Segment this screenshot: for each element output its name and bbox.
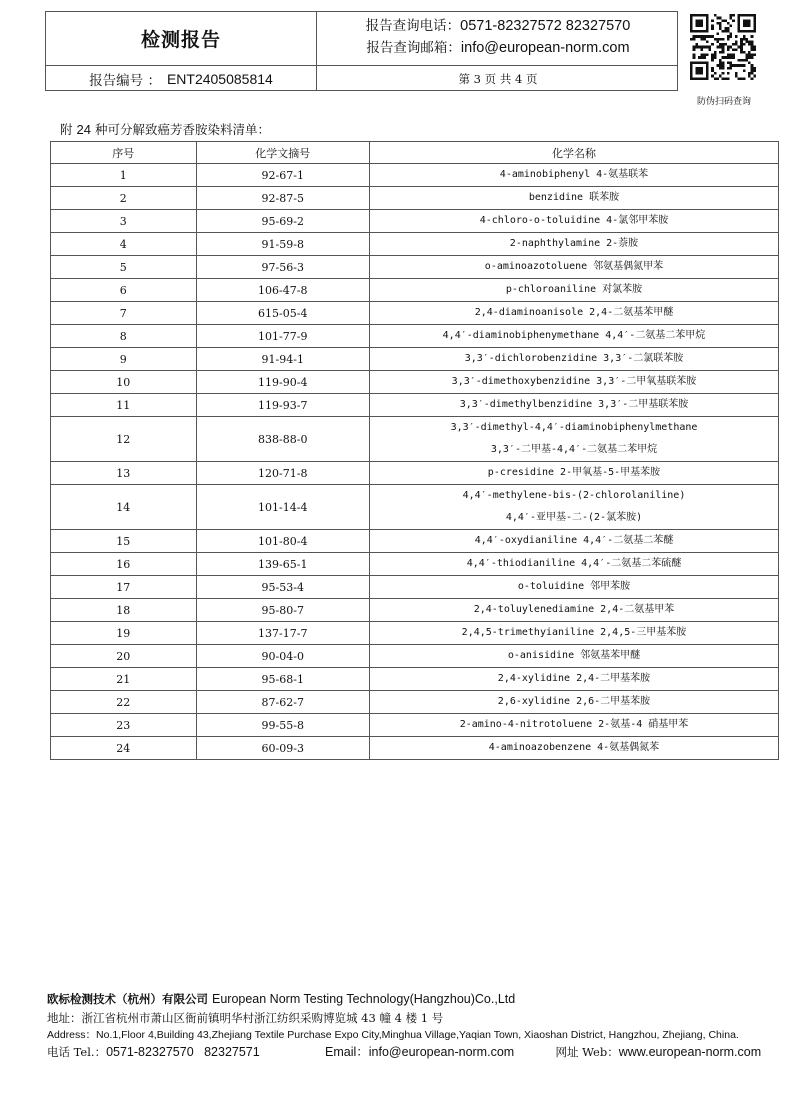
chemical-name-line: o-aminoazotoluene 邻氨基偶氮甲苯 — [484, 261, 664, 272]
row-number: 15 — [51, 530, 197, 553]
row-number: 8 — [51, 325, 197, 348]
chemical-name-line: o-toluidine 邻甲苯胺 — [517, 581, 631, 592]
row-number: 6 — [51, 279, 197, 302]
row-chemical-name — [369, 622, 778, 645]
row-chemical-name — [369, 553, 778, 576]
table-row — [51, 485, 779, 530]
row-cas: 97-56-3 — [196, 256, 369, 279]
table-row — [51, 394, 779, 417]
table-row — [51, 691, 779, 714]
row-chemical-name — [369, 279, 778, 302]
row-cas: 91-94-1 — [196, 348, 369, 371]
row-cas: 95-80-7 — [196, 599, 369, 622]
table-row — [51, 530, 779, 553]
table-row — [51, 645, 779, 668]
amine-table — [50, 141, 779, 760]
qr-code-icon[interactable] — [690, 14, 756, 80]
chemical-name-line: 4-aminoazobenzene 4-氨基偶氮苯 — [488, 742, 660, 753]
header-cas: 化学文摘号 — [196, 142, 369, 164]
row-number: 22 — [51, 691, 197, 714]
row-chemical-name — [369, 394, 778, 417]
table-row — [51, 553, 779, 576]
chemical-name-line: p-chloroaniline 对氯苯胺 — [505, 284, 643, 295]
row-cas: 101-14-4 — [196, 485, 369, 530]
row-chemical-name — [369, 371, 778, 394]
table-body — [51, 164, 779, 760]
row-chemical-name — [369, 576, 778, 599]
row-cas: 95-69-2 — [196, 210, 369, 233]
row-chemical-name — [369, 187, 778, 210]
table-row — [51, 325, 779, 348]
email-label: 报告查询邮箱： — [366, 40, 461, 56]
row-number: 17 — [51, 576, 197, 599]
table-row — [51, 462, 779, 485]
row-chemical-name — [369, 325, 778, 348]
report-number-value: ENT2405085814 — [166, 70, 273, 87]
chemical-name-line: 3,3′-二甲基-4,4′-二氨基二苯甲烷 — [490, 444, 658, 455]
row-cas: 95-53-4 — [196, 576, 369, 599]
email-value: info@european-norm.com — [460, 40, 630, 56]
row-chemical-name — [369, 462, 778, 485]
chemical-name-line: 2,4,5-trimethyianiline 2,4,5-三甲基苯胺 — [461, 627, 687, 638]
table-row — [51, 576, 779, 599]
table-row — [51, 417, 779, 462]
table-row — [51, 256, 779, 279]
row-number: 20 — [51, 645, 197, 668]
page-info: 第 3 页 共 4 页 — [458, 71, 538, 86]
row-cas: 106-47-8 — [196, 279, 369, 302]
caption-text: 种可分解致癌芳香胺染料清单： — [94, 122, 270, 137]
phone-value: 0571-82327572 82327570 — [460, 18, 631, 34]
row-chemical-name — [369, 530, 778, 553]
chemical-name-line: 3,3′-dichlorobenzidine 3,3′-二氯联苯胺 — [464, 353, 684, 364]
row-cas: 92-67-1 — [196, 164, 369, 187]
row-cas: 119-93-7 — [196, 394, 369, 417]
row-chemical-name — [369, 164, 778, 187]
row-number: 10 — [51, 371, 197, 394]
header-no: 序号 — [51, 142, 197, 164]
chemical-name-line: 4,4′-亚甲基-二-(2-氯苯胺) — [505, 512, 643, 523]
row-chemical-name — [369, 691, 778, 714]
table-row — [51, 164, 779, 187]
caption-count: 24 — [76, 122, 91, 137]
table-row — [51, 371, 779, 394]
row-number: 23 — [51, 714, 197, 737]
row-number: 19 — [51, 622, 197, 645]
row-cas: 91-59-8 — [196, 233, 369, 256]
row-number: 9 — [51, 348, 197, 371]
qr-caption: 防伪扫码查询 — [696, 97, 751, 107]
row-chemical-name — [369, 233, 778, 256]
report-number-label: 报告编号 ： — [89, 72, 161, 89]
report-number — [46, 66, 316, 91]
row-cas: 119-90-4 — [196, 371, 369, 394]
chemical-name-line: 4-chloro-o-toluidine 4-氯邻甲苯胺 — [479, 215, 669, 226]
report-title: 检测报告 — [140, 29, 221, 51]
row-cas: 87-62-7 — [196, 691, 369, 714]
chemical-name-line: 2-amino-4-nitrotoluene 2-氨基-4 硝基甲苯 — [459, 719, 689, 730]
row-number: 2 — [51, 187, 197, 210]
chemical-name-line: 4-aminobiphenyl 4-氨基联苯 — [499, 169, 649, 180]
row-cas: 615-05-4 — [196, 302, 369, 325]
row-cas: 95-68-1 — [196, 668, 369, 691]
footer-email-label: Email： — [325, 1045, 369, 1059]
chemical-name-line: 2,6-xylidine 2,6-二甲基苯胺 — [497, 696, 651, 707]
row-number: 24 — [51, 737, 197, 760]
row-cas: 838-88-0 — [196, 417, 369, 462]
row-chemical-name — [369, 485, 778, 530]
contact-block — [317, 15, 679, 65]
row-chemical-name — [369, 645, 778, 668]
row-chemical-name — [369, 599, 778, 622]
row-number: 7 — [51, 302, 197, 325]
table-row — [51, 668, 779, 691]
phone-label: 报告查询电话： — [365, 18, 461, 34]
row-cas: 139-65-1 — [196, 553, 369, 576]
row-chemical-name — [369, 348, 778, 371]
row-number: 16 — [51, 553, 197, 576]
table-row — [51, 622, 779, 645]
table-row — [51, 279, 779, 302]
row-chemical-name — [369, 417, 778, 462]
row-cas: 90-04-0 — [196, 645, 369, 668]
row-cas: 99-55-8 — [196, 714, 369, 737]
chemical-name-line: p-cresidine 2-甲氧基-5-甲基苯胺 — [487, 467, 661, 478]
row-number: 21 — [51, 668, 197, 691]
row-cas: 120-71-8 — [196, 462, 369, 485]
table-row — [51, 187, 779, 210]
row-number: 3 — [51, 210, 197, 233]
tel-value: 0571-82327570 82327571 — [106, 1045, 260, 1059]
row-cas: 137-17-7 — [196, 622, 369, 645]
row-chemical-name — [369, 256, 778, 279]
footer-email-value: info@european-norm.com — [368, 1045, 515, 1059]
row-chemical-name — [369, 668, 778, 691]
chemical-name-line: 2,4-toluylenediamine 2,4-二氨基甲苯 — [473, 604, 675, 615]
table-row — [51, 737, 779, 760]
row-number: 11 — [51, 394, 197, 417]
chemical-name-line: 2-naphthylamine 2-萘胺 — [509, 238, 639, 249]
chemical-name-line: 4,4′-oxydianiline 4,4′-二氨基二苯醚 — [474, 535, 674, 546]
caption-prefix: 附 — [60, 122, 73, 137]
row-cas: 101-77-9 — [196, 325, 369, 348]
header-name: 化学名称 — [369, 142, 778, 164]
chemical-name-line: 3,3′-dimethylbenzidine 3,3′-二甲基联苯胺 — [459, 399, 689, 410]
row-cas: 101-80-4 — [196, 530, 369, 553]
row-chemical-name — [369, 737, 778, 760]
row-chemical-name — [369, 302, 778, 325]
table-row — [51, 599, 779, 622]
chemical-name-line: 4,4′-diaminobiphenymethane 4,4′-二氨基二苯甲烷 — [442, 330, 706, 341]
chemical-name-line: 3,3′-dimethoxybenzidine 3,3′-二甲氧基联苯胺 — [451, 376, 697, 387]
footer-company — [47, 991, 777, 1007]
report-header — [45, 11, 678, 91]
table-row — [51, 210, 779, 233]
chemical-name-line: o-anisidine 邻氨基苯甲醚 — [507, 650, 641, 661]
table-row — [51, 714, 779, 737]
chemical-name-line: 2,4-xylidine 2,4-二甲基苯胺 — [497, 673, 651, 684]
row-number: 5 — [51, 256, 197, 279]
company-cn: 欧标检测技术（杭州）有限公司 — [47, 992, 208, 1006]
chemical-name-line: benzidine 联苯胺 — [528, 192, 620, 203]
web-value: www.european-norm.com — [618, 1045, 762, 1059]
company-en: European Norm Testing Technology(Hangzhou)Co.,Ltd — [212, 992, 516, 1006]
row-number: 1 — [51, 164, 197, 187]
tel-label: 电话 Tel.： — [47, 1045, 107, 1059]
list-caption — [60, 120, 270, 138]
row-number: 12 — [51, 417, 197, 462]
row-number: 4 — [51, 233, 197, 256]
chemical-name-line: 3,3′-dimethyl-4,4′-diaminobiphenylmethane — [450, 422, 698, 433]
row-cas: 60-09-3 — [196, 737, 369, 760]
footer-contacts — [47, 1042, 777, 1060]
row-chemical-name — [369, 210, 778, 233]
web-label: 网址 Web： — [555, 1045, 619, 1059]
table-row — [51, 233, 779, 256]
row-cas: 92-87-5 — [196, 187, 369, 210]
chemical-name-line: 4,4′-methylene-bis-(2-chlorolaniline) — [462, 490, 686, 501]
row-chemical-name — [369, 714, 778, 737]
table-header-row — [51, 142, 779, 164]
footer-address-en: Address：No.1,Floor 4,Building 43,Zhejiang Textile Purchase Expo City,Minghua Village,Yaqian Town, Xiaoshan District, Hangzhou, Zhejiang, China. — [47, 1029, 739, 1041]
chemical-name-line: 4,4′-thiodianiline 4,4′-二氨基二苯硫醚 — [466, 558, 682, 569]
table-row — [51, 302, 779, 325]
row-number: 14 — [51, 485, 197, 530]
table-row — [51, 348, 779, 371]
row-number: 13 — [51, 462, 197, 485]
chemical-name-line: 2,4-diaminoanisole 2,4-二氨基苯甲醚 — [474, 307, 674, 318]
footer-address-cn: 地址：浙江省杭州市萧山区衙前镇明华村浙江纺织采购博览城 43 幢 4 楼 1 号 — [47, 1011, 444, 1025]
row-number: 18 — [51, 599, 197, 622]
